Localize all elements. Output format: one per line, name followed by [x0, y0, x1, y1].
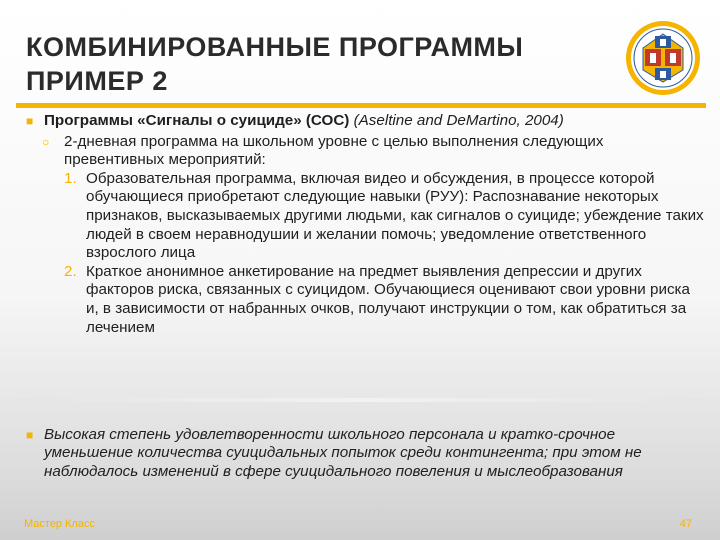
slide-body — [26, 112, 706, 337]
program-citation: (Aseltine and DeMartino, 2004) — [353, 112, 564, 129]
list-item — [26, 263, 706, 337]
bullet-sub-text: 2-дневная программа на школьном уровне с целью выполнения следующих превентивных мероприятий: — [64, 132, 604, 169]
bullet-results — [26, 426, 706, 481]
list-number: 2. — [64, 262, 77, 280]
list-text: Краткое анонимное анкетирование на предмет выявления депрессии и других факторов риска, связанных с суицидом. Обучающиеся оценивают свои уровни риска и, в зависимости от набранных очков, получают инструкции о том, как обратиться за лечением — [86, 262, 690, 336]
circle-bullet-icon: ○ — [42, 134, 50, 149]
square-bullet-icon: ■ — [26, 428, 34, 442]
slide-footer — [0, 512, 720, 540]
program-name: Программы «Сигналы о суициде» (СОС) — [44, 112, 350, 129]
list-text: Образовательная программа, включая видео и обсуждения, в процессе которой обучающиеся приобретают следующие навыки (РУУ): Распознавание некоторых признаков, высказываемых другими людьми, как сигналов о суициде; убеждение таких людей в своем неравнодушии и желании помочь; уведомление ответственного взрослого лица — [86, 169, 704, 262]
section-divider — [16, 398, 706, 402]
list-number: 1. — [64, 169, 77, 187]
bullet-main — [26, 112, 706, 131]
title-underline — [16, 103, 706, 108]
page-number: 47 — [679, 518, 692, 530]
slide-title-line2: ПРИМЕР 2 — [26, 66, 168, 96]
emblem-logo — [624, 18, 702, 98]
slide-title — [26, 30, 586, 98]
footer-label: Мастер Класс — [24, 518, 96, 530]
list-item — [26, 170, 706, 263]
square-bullet-icon: ■ — [26, 114, 34, 128]
bullet-results-text: Высокая степень удовлетворенности школьного персонала и кратко-срочное уменьшение количества суицидальных попыток среди контингента; при этом не наблюдалось изменений в сфере суицидального повеления и мыслеобразования — [44, 426, 642, 480]
slide-title-line1: КОМБИНИРОВАННЫЕ ПРОГРАММЫ — [26, 32, 524, 62]
bullet-sub — [26, 133, 706, 170]
